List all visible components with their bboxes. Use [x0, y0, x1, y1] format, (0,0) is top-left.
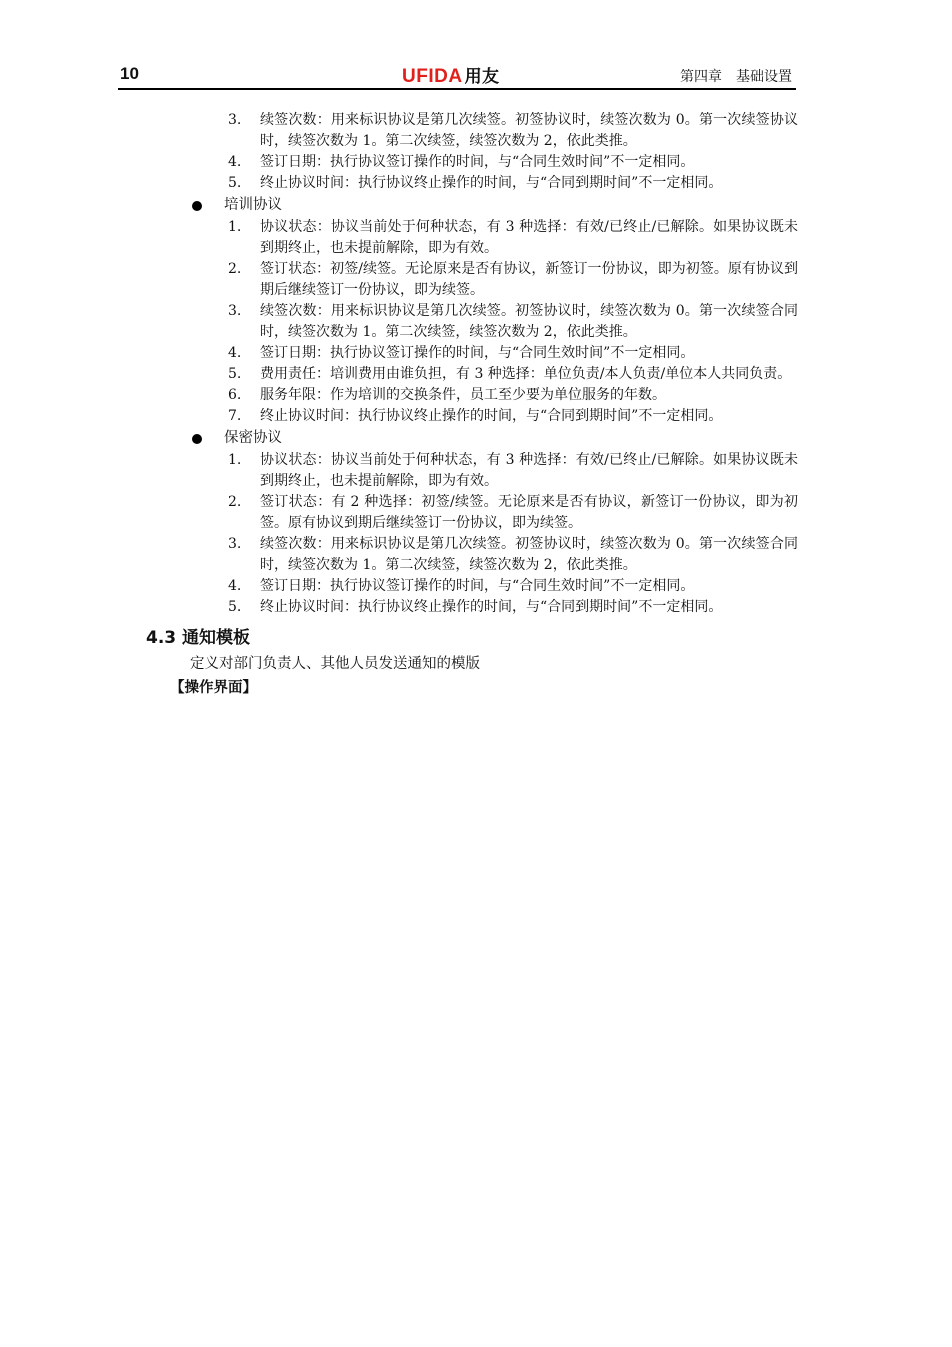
item-number: 1. [228, 452, 242, 468]
list-item [228, 110, 798, 152]
item-number: 4. [228, 578, 242, 594]
list-item [228, 217, 798, 259]
list-item [228, 597, 798, 618]
item-number: 6. [228, 387, 242, 403]
bullet-dot-icon [192, 201, 202, 211]
list-item [228, 173, 798, 194]
page-number: 10 [120, 64, 139, 83]
item-text: 协议状态：协议当前处于何种状态，有 3 种选择：有效/已终止/已解除。如果协议既未到期终止，也未提前解除，即为有效。 [260, 452, 798, 489]
section-description: 定义对部门负责人、其他人员发送通知的模版 [190, 656, 480, 672]
item-text: 终止协议时间：执行协议终止操作的时间，与“合同到期时间”不一定相同。 [260, 599, 723, 615]
item-number: 4. [228, 154, 242, 170]
bullet-training-agreement [192, 194, 952, 217]
logo-cn-text: 用友 [464, 67, 500, 87]
bullet-title: 培训协议 [224, 197, 282, 213]
item-number: 3. [228, 303, 242, 319]
list-item [228, 534, 798, 576]
list-item [228, 343, 798, 364]
item-number: 5. [228, 599, 242, 615]
item-text: 费用责任：培训费用由谁负担，有 3 种选择：单位负责/本人负责/单位本人共同负责。 [260, 366, 792, 382]
list-item [228, 492, 798, 534]
item-text: 服务年限：作为培训的交换条件，员工至少要为单位服务的年数。 [260, 387, 666, 403]
bullet-title: 保密协议 [224, 430, 282, 446]
item-number: 7. [228, 408, 242, 424]
item-text: 续签次数：用来标识协议是第几次续签。初签协议时，续签次数为 0。第一次续签合同时，续签次数为 1。第二次续签，续签次数为 2，依此类推。 [260, 303, 798, 340]
logo-text: UFIDA [402, 66, 463, 87]
chapter-title: 第四章 基础设置 [680, 69, 792, 85]
bullet-confidentiality-agreement [192, 427, 952, 450]
list-item [228, 385, 798, 406]
list-group-training [0, 217, 952, 427]
list-item [228, 406, 798, 427]
item-text: 续签次数：用来标识协议是第几次续签。初签协议时，续签次数为 0。第一次续签合同时，续签次数为 1。第二次续签，续签次数为 2，依此类推。 [260, 536, 798, 573]
item-text: 签订日期：执行协议签订操作的时间，与“合同生效时间”不一定相同。 [260, 345, 695, 361]
list-group-contract-tail [0, 110, 952, 194]
item-number: 1. [228, 219, 242, 235]
operation-interface-label: 【操作界面】 [170, 680, 257, 696]
item-text: 终止协议时间：执行协议终止操作的时间，与“合同到期时间”不一定相同。 [260, 175, 723, 191]
list-item [228, 259, 798, 301]
item-number: 3. [228, 112, 242, 128]
item-number: 4. [228, 345, 242, 361]
item-text: 终止协议时间：执行协议终止操作的时间，与“合同到期时间”不一定相同。 [260, 408, 723, 424]
list-item [228, 364, 798, 385]
list-item [228, 576, 798, 597]
item-number: 5. [228, 366, 242, 382]
bullet-dot-icon [192, 434, 202, 444]
item-text: 签订状态：有 2 种选择：初签/续签。无论原来是否有协议，新签订一份协议，即为初签。原有协议到期后继续签订一份协议，即为续签。 [260, 494, 798, 531]
item-text: 签订日期：执行协议签订操作的时间，与“合同生效时间”不一定相同。 [260, 154, 695, 170]
page-header [118, 62, 796, 90]
item-number: 2. [228, 494, 242, 510]
list-item [228, 301, 798, 343]
item-number: 2. [228, 261, 242, 277]
item-text: 协议状态：协议当前处于何种状态，有 3 种选择：有效/已终止/已解除。如果协议既未到期终止，也未提前解除，即为有效。 [260, 219, 798, 256]
item-number: 3. [228, 536, 242, 552]
ufida-logo [402, 62, 500, 88]
item-text: 签订状态：初签/续签。无论原来是否有协议，新签订一份协议，即为初签。原有协议到期后继续签订一份协议，即为续签。 [260, 261, 798, 298]
item-text: 续签次数：用来标识协议是第几次续签。初签协议时，续签次数为 0。第一次续签协议时，续签次数为 1。第二次续签，续签次数为 2，依此类推。 [260, 112, 798, 149]
section-heading: 4.3 通知模板 [146, 628, 251, 648]
item-number: 5. [228, 175, 242, 191]
list-group-confidentiality [0, 450, 952, 618]
list-item [228, 450, 798, 492]
item-text: 签订日期：执行协议签订操作的时间，与“合同生效时间”不一定相同。 [260, 578, 695, 594]
page-content [0, 110, 952, 700]
list-item [228, 152, 798, 173]
